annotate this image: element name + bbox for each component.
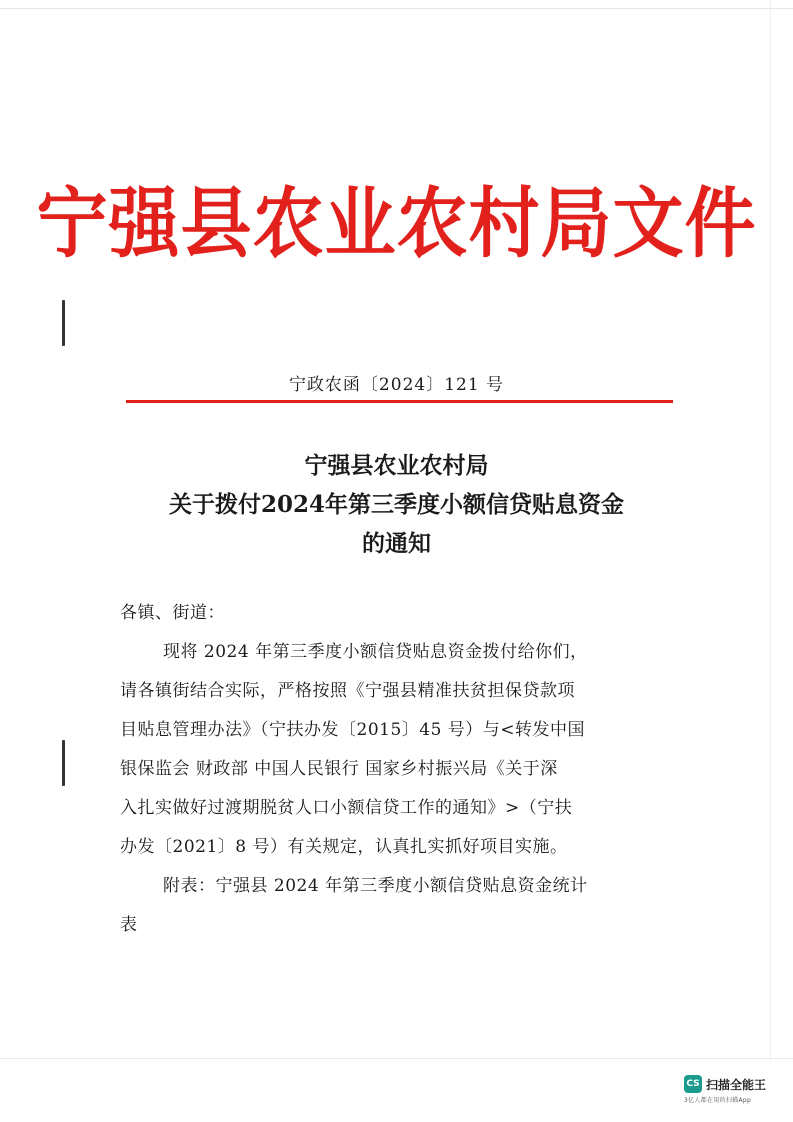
scan-edge-bottom: [0, 1058, 793, 1059]
scanner-tagline: 3亿人都在用的扫描App: [684, 1097, 752, 1104]
red-divider-line: [126, 400, 673, 403]
camscanner-logo-icon: CS: [684, 1075, 702, 1093]
notice-title: [100, 446, 693, 563]
notice-body: [120, 594, 660, 945]
scanner-app-name: 扫描全能王: [706, 1077, 767, 1092]
body-line: 入扎实做好过渡期脱贫人口小额信贷工作的通知》>（宁扶: [120, 798, 573, 818]
scan-edge-right: [770, 0, 771, 1060]
body-line: 请各镇街结合实际，严格按照《宁强县精准扶贫担保贷款项: [120, 681, 575, 701]
scanner-watermark: [684, 1075, 784, 1104]
attachment-line: 附表：宁强县 2024 年第三季度小额信贷贴息资金统计: [163, 876, 588, 896]
salutation: 各镇、街道：: [120, 603, 225, 623]
binding-mark: [62, 300, 65, 346]
attachment-line: 表: [120, 915, 138, 935]
notice-title-line: 的通知: [362, 530, 431, 557]
document-header-title: 宁强县农业农村局文件: [36, 177, 757, 269]
notice-title-line: 宁强县农业农村局: [304, 452, 489, 479]
body-line: 银保监会 财政部 中国人民银行 国家乡村振兴局《关于深: [120, 759, 558, 779]
binding-mark: [62, 740, 65, 786]
notice-title-line: 关于拨付2024年第三季度小额信贷贴息资金: [168, 491, 624, 518]
scan-edge-top: [0, 8, 793, 9]
body-line: 现将 2024 年第三季度小额信贷贴息资金拨付给你们，: [163, 642, 588, 662]
body-line: 办发〔2021〕8 号）有关规定，认真扎实抓好项目实施。: [120, 837, 568, 857]
document-number: 宁政农函〔2024〕121 号: [288, 375, 505, 395]
body-line: 目贴息管理办法》（宁扶办发〔2015〕45 号）与<转发中国: [120, 720, 586, 740]
